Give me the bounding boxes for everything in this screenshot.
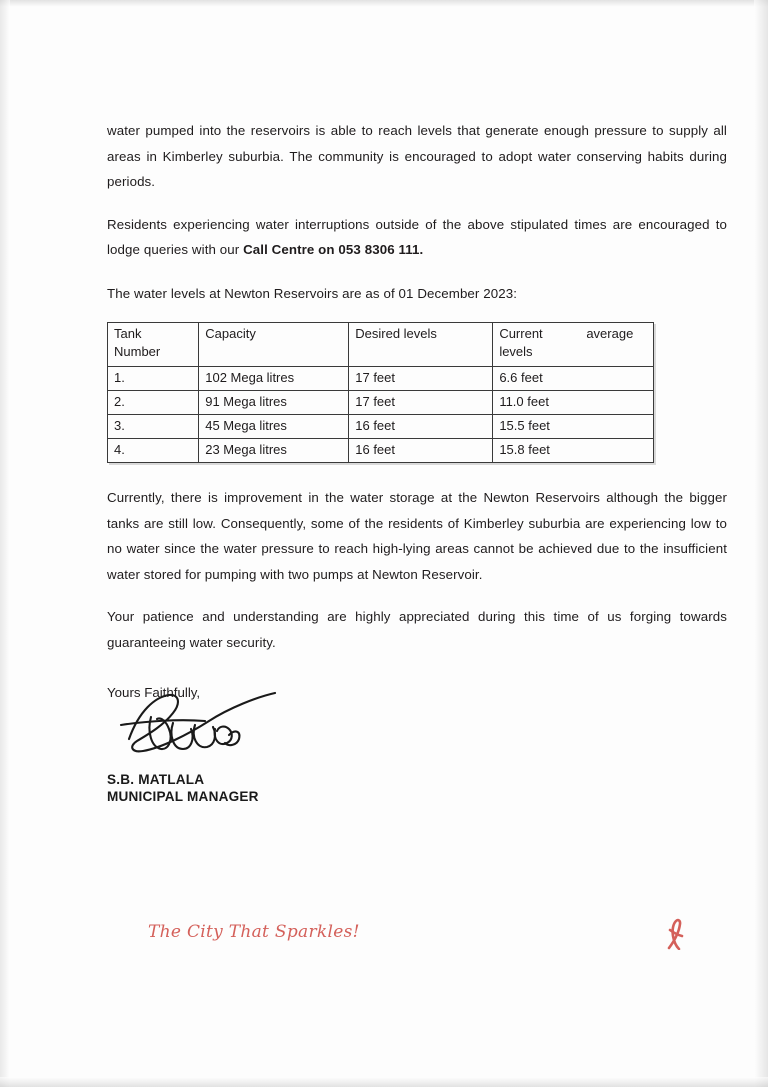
document-body [107,118,727,805]
signatory-title: MUNICIPAL MANAGER [107,789,259,804]
current-header-word-current: Current [499,326,543,341]
cell-capacity: 102 Mega litres [199,367,349,391]
paragraph-closing-thanks: Your patience and understanding are highly appreciated during this time of us forging towards guaranteeing water security. [107,609,727,650]
current-header-word-average: average [586,326,634,341]
cell-desired-level: 16 feet [349,415,493,439]
column-header-current-average-levels [493,323,654,367]
table-header [108,323,654,367]
table-row [108,415,654,439]
cell-tank-number: 4. [108,439,199,463]
paragraph-table-intro: The water levels at Newton Reservoirs are as of 01 December 2023: [107,285,518,301]
cell-desired-level: 17 feet [349,367,493,391]
cell-capacity: 23 Mega litres [199,439,349,463]
cell-capacity: 91 Mega litres [199,391,349,415]
cell-current-level: 6.6 feet [493,367,654,391]
scan-edge-left [0,0,10,1087]
column-header-desired-levels: Desired levels [349,323,493,367]
signatory-name: S.B. MATLALA [107,772,205,787]
cell-tank-number: 1. [108,367,199,391]
current-header-line2: levels [499,344,533,359]
current-header-line1 [499,325,633,343]
paragraph-continued-intro: water pumped into the reservoirs is able to reach levels that generate enough pressure to supply all areas in Kimberley suburbia. The community is encouraged to adopt water conserving habits during periods. [107,123,727,189]
footer-slogan: The City That Sparkles! [148,922,360,942]
call-centre-number: Call Centre on 053 8306 111. [243,242,424,257]
call-centre-lead-text: Residents experiencing water interruptions outside of the above stipulated times are encouraged to lodge queries with our [107,216,727,257]
closing-salutation: Yours Faithfully, [107,685,201,700]
scan-edge-top [0,0,768,7]
table-row [108,391,654,415]
cell-desired-level: 16 feet [349,439,493,463]
scan-edge-bottom [0,1077,768,1087]
paragraph-call-centre [107,212,727,263]
cell-capacity: 45 Mega litres [199,415,349,439]
current-header-inner [499,325,647,361]
cell-current-level: 15.5 feet [493,415,654,439]
table-row [108,439,654,463]
table-header-row [108,323,654,367]
scan-edge-right [754,0,768,1087]
paragraph-current-status: Currently, there is improvement in the water storage at the Newton Reservoirs although the bigger tanks are still low. Consequently, some of the residents of Kimberley suburbia are experiencing low to no water since the water pressure to reach high-lying areas cannot be achieved due to the insufficient water stored for pumping with two pumps at Newton Reservoir. [107,490,727,582]
cell-desired-level: 17 feet [349,391,493,415]
awareness-ribbon-icon [660,918,688,950]
table-row [108,367,654,391]
tank-number-line1: Tank [114,326,142,341]
water-levels-table [107,322,654,463]
cell-tank-number: 3. [108,415,199,439]
signature-block [107,685,727,805]
table-body [108,367,654,463]
cell-current-level: 15.8 feet [493,439,654,463]
column-header-capacity: Capacity [199,323,349,367]
handwritten-signature-icon [117,691,297,761]
cell-current-level: 11.0 feet [493,391,654,415]
column-header-tank-number [108,323,199,367]
cell-tank-number: 2. [108,391,199,415]
tank-number-line2: Number [114,344,161,359]
